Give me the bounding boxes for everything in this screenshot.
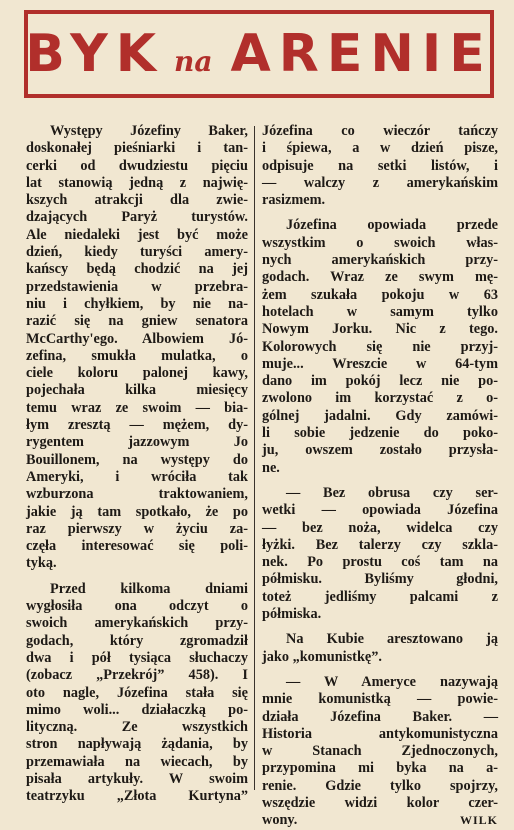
text-line: w Stanach Zjednoczonych, — [262, 743, 498, 760]
text-line: toteż jedliśmy palcami z — [262, 588, 498, 605]
text-line: rygentem jazzowym Jo — [26, 434, 248, 451]
text-line: mnie komunistką — powie- — [262, 691, 498, 708]
text-line: przedstawienia w przebra- — [26, 278, 248, 295]
column-divider — [254, 126, 255, 790]
text-line: ciele koloru palonej kawy, — [26, 365, 248, 382]
text-line: żem szukała pokoju w 63 — [262, 286, 498, 303]
text-line: tyką. — [26, 555, 57, 572]
text-line: swoich amerykańskich przy- — [26, 615, 248, 632]
text-line: Bouillonem, na występy do — [26, 451, 248, 468]
text-line: ju, owszem zostało przysła- — [262, 442, 498, 459]
text-line: ne. — [262, 459, 280, 476]
headline-box — [24, 10, 494, 98]
text-line: pisała artykuły. W swoim — [26, 770, 248, 787]
closing-row — [262, 812, 498, 829]
text-line: razić się na gniew senatora — [26, 313, 248, 330]
text-line: nek. Po prostu coś tam na — [262, 554, 498, 571]
text-line: godach, który zgromadził — [26, 632, 248, 649]
text-line: godach. Wraz ze swym mę- — [262, 269, 498, 286]
text-line: Przed kilkoma dniami — [50, 580, 248, 597]
text-line: — walczy z amerykańskim — [262, 174, 498, 191]
text-line: rasizmem. — [262, 192, 326, 209]
text-line: Józefina co wieczór tańczy — [262, 123, 498, 139]
text-line: półmiska. — [262, 606, 322, 623]
text-line: mimo woli... działaczką po- — [26, 701, 248, 718]
text-line: Kolorowych się nie przyj- — [262, 338, 498, 355]
text-line: dwa i pół tysiąca słuchaczy — [26, 649, 248, 666]
headline-word-arenie: ARENIE — [230, 24, 493, 84]
text-line: — Bez obrusa czy ser- — [286, 484, 498, 501]
text-line: łym zresztą — mężem, dy- — [26, 417, 248, 434]
text-line: łyżki. Bez talerzy czy szkla- — [262, 536, 498, 553]
article-column-right — [262, 123, 498, 830]
headline — [25, 24, 492, 84]
text-line: nych amerykańskich przy- — [262, 252, 498, 269]
text-line: dano im pokój lecz nie po- — [262, 373, 498, 390]
text-line: McCarthy'ego. Albowiem Jó- — [26, 330, 248, 347]
text-line: zefina, smukła mulatka, o — [26, 347, 248, 364]
text-line: lat stanowią jedną z najwię- — [26, 174, 248, 191]
text-line: Ale niedaleki jest być może — [26, 226, 248, 243]
text-line: półmisku. Byliśmy głodni, — [262, 571, 498, 588]
text-line: — W Ameryce nazywają — [286, 673, 498, 690]
headline-word-byk: BYK — [25, 24, 165, 84]
text-line: odpisuje na setki listów, i — [262, 157, 498, 174]
text-line: Ameryki, i wróciła tak — [26, 468, 248, 485]
text-line: Józefina opowiada przede — [286, 217, 498, 234]
text-line: li sobie jedzenie do poko- — [262, 425, 498, 442]
text-line: cerki od dwudziestu pięciu — [26, 157, 248, 174]
text-line: i śpiewa, a w dzień pisze, — [262, 140, 498, 157]
text-line: przemawiała na wiecach, by — [26, 753, 248, 770]
text-line: wygłosiła ona odczyt o — [26, 598, 248, 615]
text-line: przypomina mi byka na a- — [262, 760, 498, 777]
text-line: częła interesować się poli- — [26, 538, 248, 555]
article-column-left — [26, 123, 248, 806]
text-line: wetki — opowiada Józefina — [262, 502, 498, 519]
text-line: jakie ją tam spotkało, że po — [26, 503, 248, 520]
text-line: zwolono im korzystać z o- — [262, 390, 498, 407]
text-line: hotelach w samym tylko — [262, 303, 498, 320]
text-line: Występy Józefiny Baker, — [50, 123, 248, 139]
text-line: kańscy będą chodzić na jej — [26, 261, 248, 278]
text-line: niu i chyłkiem, by nie na- — [26, 295, 248, 312]
text-line: oto nagle, Józefina stała się — [26, 684, 248, 701]
text-line: gólnej jadalni. Gdy zamówi- — [262, 407, 498, 424]
headline-word-na: na — [174, 45, 213, 78]
text-line: Nowym Jorku. Nic z tego. — [262, 321, 498, 338]
text-line: dzień, kiedy turyści amery- — [26, 244, 248, 261]
text-line: renie. Gdzie tylko spojrzy, — [262, 777, 498, 794]
text-line: Na Kubie aresztowano ją — [286, 631, 498, 648]
text-line: temu wraz ze swoim — bia- — [26, 399, 248, 416]
text-line: stron napływają żądania, by — [26, 736, 248, 753]
text-line: wszystkim o swoich włas- — [262, 234, 498, 251]
text-line: doskonałej pieśniarki i tan- — [26, 140, 248, 157]
text-line: wzburzona traktowaniem, — [26, 486, 248, 503]
text-line: działa Józefina Baker. — — [262, 708, 498, 725]
text-line: teatrzyku „Złota Kurtyna” — [26, 788, 248, 805]
text-line: jako „komunistkę”. — [262, 648, 382, 665]
author-signature: WILK — [459, 813, 498, 828]
text-line: muje... Wreszcie w 64-tym — [262, 355, 498, 372]
text-line: wszędzie widzi kolor czer- — [262, 794, 498, 811]
text-line: dzających Paryż turystów. — [26, 209, 248, 226]
text-line: raz pierwszy w życiu za- — [26, 520, 248, 537]
text-line: — bez noża, widelca czy — [262, 519, 498, 536]
text-line: Historia antykomunistyczna — [262, 725, 498, 742]
text-line: lityczną. Ze wszystkich — [26, 719, 248, 736]
text-line: kszych atrakcji dla zwie- — [26, 192, 248, 209]
text-line: pojechała kilka miesięcy — [26, 382, 248, 399]
text-line: (zobacz „Przekrój” 458). I — [26, 667, 248, 684]
text-line: wony. — [262, 812, 298, 829]
